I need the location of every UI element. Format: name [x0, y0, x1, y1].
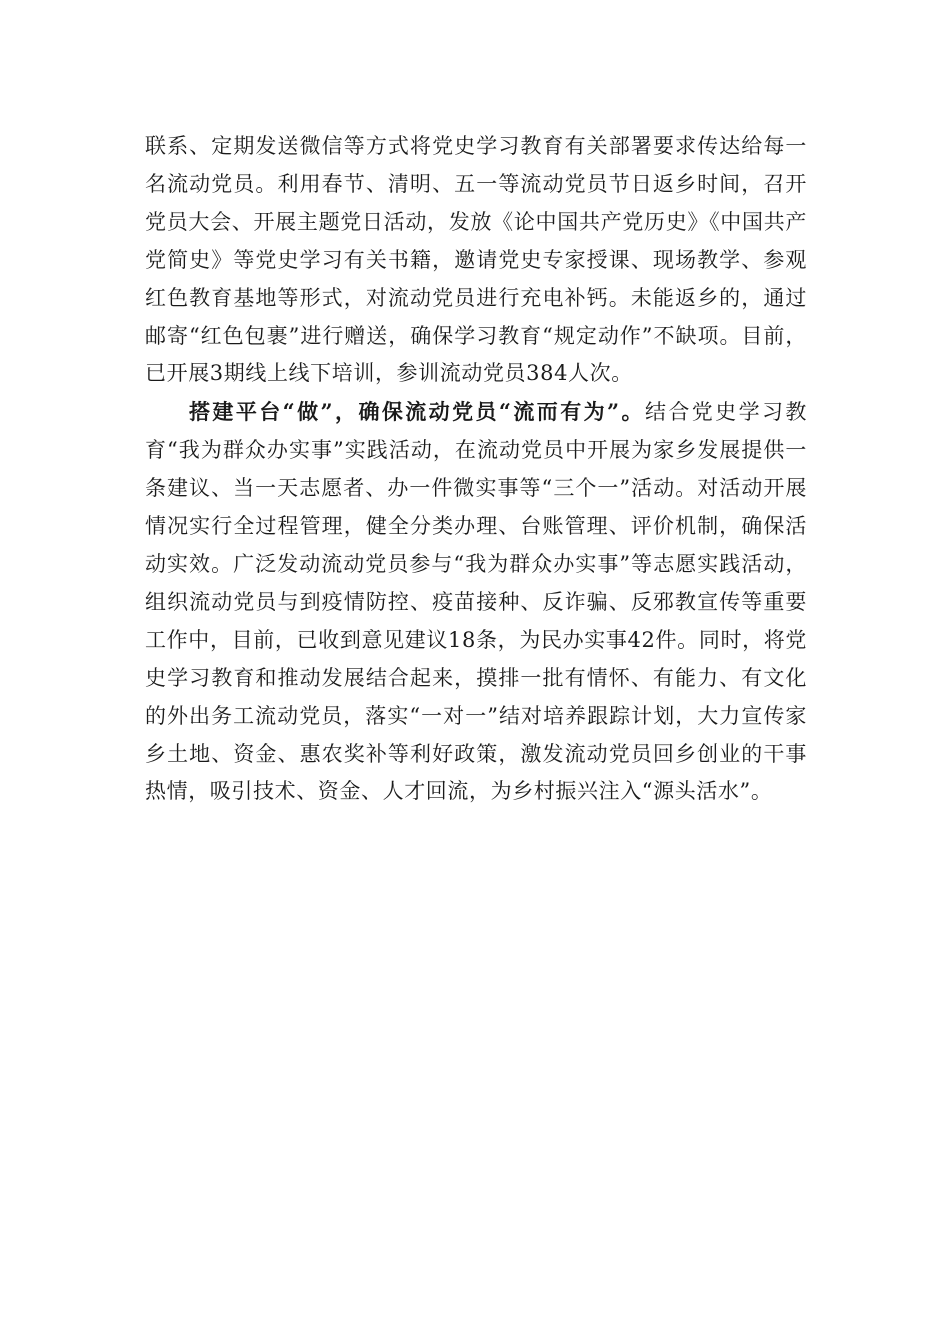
document-body	[145, 128, 807, 811]
paragraph-text: 联系、定期发送微信等方式将党史学习教育有关部署要求传达给每一名流动党员。利用春节、清明、五一等流动党员节日返乡时间，召开党员大会、开展主题党日活动，发放《论中国共产党历史》《中国共产党简史》等党史学习有关书籍，邀请党史专家授课、现场教学、参观红色教育基地等形式，对流动党员进行充电补钙。未能返乡的，通过邮寄“红色包裹”进行赠送，确保学习教育“规定动作”不缺项。目前，已开展3期线上线下培训，参训流动党员384人次。	[145, 134, 807, 386]
paragraph-continuation	[145, 128, 807, 393]
paragraph-platform	[145, 393, 807, 811]
paragraph-lead-heading: 搭建平台“做”，确保流动党员“流而有为”。	[189, 399, 645, 425]
paragraph-text: 结合党史学习教育“我为群众办实事”实践活动，在流动党员中开展为家乡发展提供一条建议、当一天志愿者、办一件微实事等“三个一”活动。对活动开展情况实行全过程管理，健全分类办理、台账管理、评价机制，确保活动实效。广泛发动流动党员参与“我为群众办实事”等志愿实践活动，组织流动党员与到疫情防控、疫苗接种、反诈骗、反邪教宣传等重要工作中，目前，已收到意见建议18条，为民办实事42件。同时，将党史学习教育和推动发展结合起来，摸排一批有情怀、有能力、有文化的外出务工流动党员，落实“一对一”结对培养跟踪计划，大力宣传家乡土地、资金、惠农奖补等利好政策，激发流动党员回乡创业的干事热情，吸引技术、资金、人才回流，为乡村振兴注入“源头活水”。	[145, 400, 807, 804]
